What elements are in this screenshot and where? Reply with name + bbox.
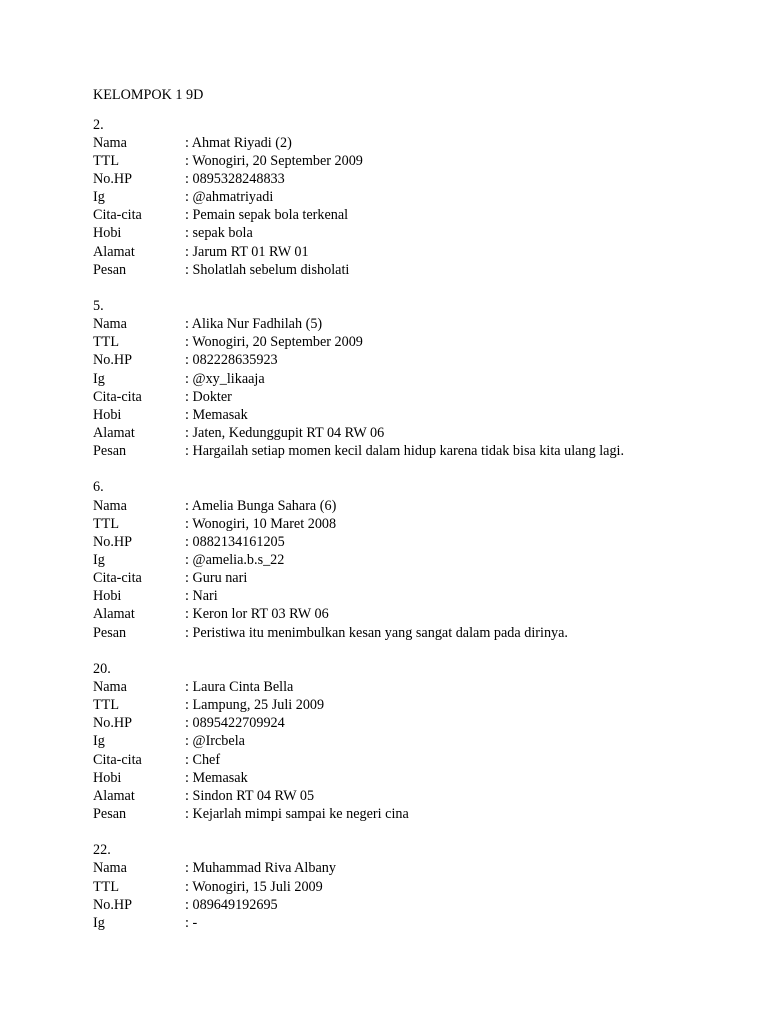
field-label-hobi: Hobi [93,225,122,242]
field-value-ttl [185,878,733,896]
entry-number: 6. [93,479,104,496]
field-separator: : [185,751,193,768]
field-value-alamat [185,424,733,442]
document-page [93,86,733,950]
field-row-ttl [93,152,733,170]
field-text-pesan: Hargailah setiap momen kecil dalam hidup karena tidak bisa kita ulang lagi. [192,443,625,460]
field-text-ig: @Ircbela [192,733,245,750]
field-row-pesan [93,624,733,642]
field-separator: : [185,552,193,569]
field-text-ig: @amelia.b.s_22 [192,552,285,569]
field-separator: : [185,388,193,405]
field-row-ig [93,732,733,750]
field-value-nohp [185,351,733,369]
field-value-ig [185,551,733,569]
field-text-alamat: Jaten, Kedunggupit RT 04 RW 06 [192,425,385,442]
field-row-ttl [93,878,733,896]
field-separator: : [185,679,193,695]
field-row-alamat [93,787,733,805]
field-row-nama [93,678,733,696]
field-row-ig [93,551,733,569]
field-value-ig [185,370,733,388]
field-text-ttl: Wonogiri, 20 September 2009 [192,334,363,351]
field-separator: : [185,225,193,242]
field-text-hobi: Nari [192,588,218,605]
field-text-hobi: Memasak [192,406,248,423]
entry-number: 20. [93,660,111,677]
field-value-nohp [185,170,733,188]
field-separator: : [185,243,193,260]
field-label-hobi: Hobi [93,769,122,786]
field-separator: : [185,134,192,151]
field-value-ttl [185,333,733,351]
field-separator: : [185,515,193,532]
field-row-ig [93,370,733,388]
field-row-pesan [93,261,733,279]
field-text-nama: Laura Cinta Bella [192,679,294,695]
field-separator: : [185,443,193,460]
field-label-ttl: TTL [93,697,119,714]
field-row-ig [93,188,733,206]
field-value-nohp [185,896,733,914]
field-separator: : [185,171,193,188]
field-value-nohp [185,714,733,732]
field-label-alamat: Alamat [93,243,135,260]
field-row-nohp [93,170,733,188]
entry-block [93,660,733,823]
field-label-ig: Ig [93,733,105,750]
field-text-ttl: Wonogiri, 10 Maret 2008 [192,515,337,532]
field-label-nohp: No.HP [93,896,133,913]
field-label-ttl: TTL [93,878,119,895]
field-text-nohp: 0895328248833 [192,171,285,188]
field-value-ttl [185,152,733,170]
field-text-nohp: 082228635923 [192,352,278,369]
field-row-nama [93,134,733,152]
field-separator: : [185,533,193,550]
field-label-ig: Ig [93,370,105,387]
field-value-hobi [185,406,733,424]
field-row-nama [93,315,733,333]
field-value-alamat [185,787,733,805]
field-value-cita [185,388,733,406]
field-row-nama [93,859,733,877]
entry-block [93,478,733,641]
field-text-hobi: Memasak [192,769,248,786]
field-row-ttl [93,515,733,533]
field-value-ig [185,914,733,932]
field-row-ig [93,914,733,932]
field-row-hobi [93,224,733,242]
field-label-cita: Cita-cita [93,751,142,768]
field-label-nohp: No.HP [93,352,133,369]
field-separator: : [185,316,192,333]
field-label-pesan: Pesan [93,624,127,641]
field-label-cita: Cita-cita [93,207,142,224]
field-row-nama [93,497,733,515]
field-text-hobi: sepak bola [192,225,253,242]
field-value-nama [185,678,733,696]
field-text-nohp: 0895422709924 [192,715,285,732]
field-value-cita [185,569,733,587]
field-label-nohp: No.HP [93,533,133,550]
field-label-nama: Nama [93,134,127,151]
field-row-hobi [93,406,733,424]
field-value-pesan [185,261,733,279]
field-label-pesan: Pesan [93,261,127,278]
field-separator: : [185,715,193,732]
field-text-cita: Dokter [192,388,232,405]
field-label-alamat: Alamat [93,425,135,442]
field-value-nohp [185,533,733,551]
field-value-hobi [185,587,733,605]
field-text-alamat: Keron lor RT 03 RW 06 [192,606,329,623]
field-label-nama: Nama [93,679,127,695]
field-separator: : [185,570,193,587]
field-row-cita [93,569,733,587]
field-value-cita [185,751,733,769]
field-label-alamat: Alamat [93,787,135,804]
field-row-pesan [93,805,733,823]
entry-block [93,841,733,932]
field-value-ttl [185,696,733,714]
field-label-pesan: Pesan [93,443,127,460]
field-value-nama [185,315,733,333]
field-value-alamat [185,605,733,623]
field-value-hobi [185,769,733,787]
field-separator: : [185,352,193,369]
field-separator: : [185,152,193,169]
field-text-nama: Ahmat Riyadi (2) [191,134,292,151]
field-separator: : [185,896,193,913]
field-text-pesan: Sholatlah sebelum disholati [192,261,350,278]
field-label-ig: Ig [93,552,105,569]
field-value-ttl [185,515,733,533]
field-separator: : [185,733,193,750]
field-value-pesan [185,624,733,642]
field-text-nohp: 089649192695 [192,896,278,913]
field-separator: : [185,697,193,714]
field-text-ttl: Lampung, 25 Juli 2009 [192,697,325,714]
field-label-alamat: Alamat [93,606,135,623]
field-separator: : [185,406,193,423]
field-text-nama: Alika Nur Fadhilah (5) [191,316,323,333]
entry-number: 5. [93,298,104,315]
field-separator: : [185,207,193,224]
entries-list [93,116,733,932]
field-row-cita [93,206,733,224]
field-text-alamat: Sindon RT 04 RW 05 [192,787,315,804]
field-text-cita: Guru nari [192,570,248,587]
field-row-pesan [93,442,733,460]
field-value-ig [185,188,733,206]
field-separator: : [185,860,193,877]
field-separator: : [185,261,193,278]
field-row-cita [93,388,733,406]
field-row-nohp [93,351,733,369]
field-row-hobi [93,769,733,787]
field-label-nama: Nama [93,860,127,877]
field-separator: : [185,497,192,514]
field-value-cita [185,206,733,224]
document-title: KELOMPOK 1 9D [93,87,204,103]
field-value-nama [185,497,733,515]
field-value-alamat [185,243,733,261]
field-text-nama: Muhammad Riva Albany [192,860,336,877]
field-label-hobi: Hobi [93,588,122,605]
field-label-ttl: TTL [93,515,119,532]
entry-number: 2. [93,116,104,133]
entry-block [93,297,733,460]
field-label-ig: Ig [93,914,105,931]
field-row-nohp [93,533,733,551]
field-text-cita: Chef [192,751,221,768]
field-row-alamat [93,424,733,442]
field-separator: : [185,189,193,206]
field-label-pesan: Pesan [93,805,127,822]
entry-block [93,116,733,279]
field-row-ttl [93,696,733,714]
field-separator: : [185,624,193,641]
field-label-nohp: No.HP [93,171,133,188]
field-value-nama [185,134,733,152]
field-text-pesan: Kejarlah mimpi sampai ke negeri cina [192,805,409,822]
field-text-nohp: 0882134161205 [192,533,285,550]
field-label-hobi: Hobi [93,406,122,423]
field-row-ttl [93,333,733,351]
field-value-hobi [185,224,733,242]
field-label-nama: Nama [93,497,127,514]
entry-number: 22. [93,842,111,859]
field-separator: : [185,588,193,605]
field-label-nama: Nama [93,316,127,333]
field-label-ttl: TTL [93,334,119,351]
field-value-ig [185,732,733,750]
field-row-hobi [93,587,733,605]
field-separator: : [185,787,193,804]
field-text-alamat: Jarum RT 01 RW 01 [192,243,309,260]
field-text-ig: - [192,914,198,931]
field-value-nama [185,859,733,877]
field-label-nohp: No.HP [93,715,133,732]
field-row-nohp [93,714,733,732]
field-text-ig: @ahmatriyadi [192,189,274,206]
field-separator: : [185,334,193,351]
field-label-ig: Ig [93,189,105,206]
field-value-pesan [185,442,733,460]
field-text-pesan: Peristiwa itu menimbulkan kesan yang sangat dalam pada dirinya. [192,624,568,641]
field-separator: : [185,769,193,786]
field-text-ttl: Wonogiri, 15 Juli 2009 [192,878,323,895]
field-label-cita: Cita-cita [93,570,142,587]
field-label-ttl: TTL [93,152,119,169]
field-text-ttl: Wonogiri, 20 September 2009 [192,152,363,169]
field-text-nama: Amelia Bunga Sahara (6) [191,497,337,514]
field-separator: : [185,914,193,931]
field-separator: : [185,878,193,895]
field-row-nohp [93,896,733,914]
field-row-alamat [93,605,733,623]
field-separator: : [185,425,193,442]
field-value-pesan [185,805,733,823]
field-separator: : [185,805,193,822]
field-separator: : [185,370,193,387]
field-text-cita: Pemain sepak bola terkenal [192,207,349,224]
field-label-cita: Cita-cita [93,388,142,405]
field-text-ig: @xy_likaaja [192,370,265,387]
field-separator: : [185,606,193,623]
field-row-cita [93,751,733,769]
field-row-alamat [93,243,733,261]
